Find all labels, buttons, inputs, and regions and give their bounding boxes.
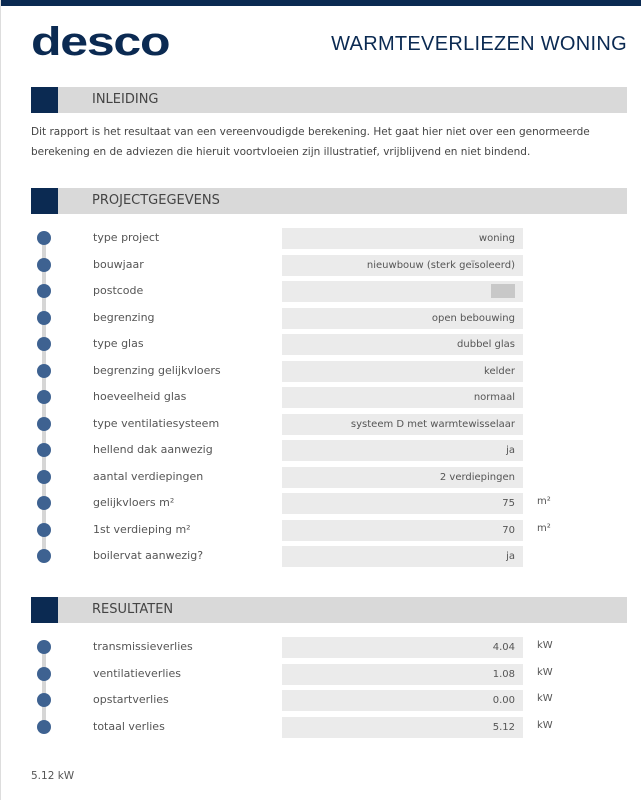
value-text: woning: [478, 233, 515, 244]
timeline-dot-icon: [37, 231, 51, 245]
field-unit: kW: [537, 719, 553, 731]
value-text: 75: [502, 498, 515, 509]
timeline-dot-icon: [37, 549, 51, 563]
section-header-projectgegevens: [31, 188, 627, 214]
field-value: [282, 637, 523, 658]
list-item: [1, 414, 641, 435]
timeline-dot-icon: [37, 311, 51, 325]
timeline-dot-icon: [37, 364, 51, 378]
field-value: [282, 414, 523, 435]
list-item: [1, 664, 641, 685]
timeline-dot-icon: [37, 258, 51, 272]
field-label: postcode: [93, 284, 144, 297]
field-value: [282, 664, 523, 685]
field-label: hellend dak aanwezig: [93, 443, 213, 456]
field-value: [282, 467, 523, 488]
section-title: INLEIDING: [92, 92, 159, 107]
field-value: [282, 717, 523, 738]
field-value: [282, 228, 523, 249]
redacted-value: [491, 284, 515, 298]
value-text: kelder: [484, 365, 515, 377]
list-item: [1, 467, 641, 488]
field-unit: kW: [537, 640, 553, 651]
section-header-inleiding: [31, 87, 627, 113]
field-value: [282, 281, 523, 302]
timeline-dot-icon: [37, 417, 51, 431]
section-header-resultaten: [31, 597, 627, 623]
intro-text: Dit rapport is het resultaat van een vereenvoudigde berekening. Het gaat hier niet over een genormeerde berekening en de adviezen die hieruit voortvloeien zijn illustratief, vrijblijvend en niet bindend.: [31, 126, 590, 158]
total-footer: 5.12 kW: [31, 770, 75, 782]
value-text: normaal: [473, 392, 515, 403]
list-item: [1, 546, 641, 567]
section-title: RESULTATEN: [92, 602, 174, 617]
timeline-dot-icon: [37, 390, 51, 404]
timeline-dot-icon: [37, 720, 51, 734]
field-label: type glas: [93, 337, 144, 350]
field-unit: kW: [537, 666, 553, 678]
list-item: [1, 717, 641, 738]
page-title: WARMTEVERLIEZEN WONING: [331, 33, 627, 55]
list-item: [1, 228, 641, 249]
field-value: [282, 440, 523, 461]
section-marker: [31, 597, 58, 623]
field-unit: kW: [537, 693, 553, 704]
value-text: systeem D met warmtewisselaar: [350, 418, 515, 430]
list-item: [1, 281, 641, 302]
field-value: [282, 546, 523, 567]
field-label: begrenzing: [93, 310, 155, 324]
value-text: 4.04: [492, 642, 515, 653]
field-label: 1st verdieping m²: [93, 522, 191, 536]
value-text: ja: [506, 551, 515, 562]
field-value: [282, 334, 523, 355]
field-value: [282, 387, 523, 408]
field-label: totaal verlies: [93, 719, 165, 733]
section-marker: [31, 188, 58, 214]
timeline-dot-icon: [37, 470, 51, 484]
top-bar: [1, 0, 641, 6]
list-item: [1, 440, 641, 461]
field-unit: m²: [537, 522, 551, 534]
timeline-dot-icon: [37, 667, 51, 681]
field-label: type ventilatiesysteem: [93, 416, 220, 430]
list-item: [1, 308, 641, 329]
list-item: [1, 387, 641, 408]
section-title: PROJECTGEGEVENS: [92, 193, 220, 208]
timeline-dot-icon: [37, 523, 51, 537]
timeline-dot-icon: [37, 443, 51, 457]
timeline-dot-icon: [37, 640, 51, 654]
field-label: ventilatieverlies: [93, 666, 181, 680]
timeline-dot-icon: [37, 693, 51, 707]
list-item: [1, 493, 641, 514]
value-text: 0.00: [492, 695, 515, 706]
field-value: [282, 520, 523, 541]
field-label: type project: [93, 231, 160, 244]
list-item: [1, 520, 641, 541]
field-label: boilervat aanwezig?: [93, 549, 204, 562]
value-text: ja: [506, 445, 515, 456]
field-value: [282, 361, 523, 382]
field-label: hoeveelheid glas: [93, 390, 187, 403]
value-text: 2 verdiepingen: [439, 471, 515, 483]
field-value: [282, 493, 523, 514]
field-label: transmissieverlies: [93, 640, 193, 653]
value-text: open bebouwing: [431, 312, 515, 324]
section-marker: [31, 87, 58, 113]
timeline-dot-icon: [37, 337, 51, 351]
value-text: dubbel glas: [457, 339, 515, 350]
list-item: [1, 361, 641, 382]
field-label: opstartverlies: [93, 693, 169, 706]
value-text: 1.08: [492, 668, 515, 680]
field-value: [282, 690, 523, 711]
field-label: gelijkvloers m²: [93, 496, 175, 509]
value-text: 5.12: [492, 721, 515, 733]
field-value: [282, 308, 523, 329]
field-value: [282, 255, 523, 276]
value-text: nieuwbouw (sterk geïsoleerd): [366, 259, 515, 271]
timeline-line: [42, 647, 46, 727]
list-item: [1, 690, 641, 711]
list-item: [1, 334, 641, 355]
field-label: begrenzing gelijkvloers: [93, 363, 221, 377]
timeline-dot-icon: [37, 496, 51, 510]
field-unit: m²: [537, 496, 551, 507]
value-text: 70: [502, 524, 515, 536]
list-item: [1, 255, 641, 276]
desco-logo: desco: [31, 20, 170, 64]
timeline-dot-icon: [37, 284, 51, 298]
list-item: [1, 637, 641, 658]
field-label: aantal verdiepingen: [93, 469, 204, 483]
field-label: bouwjaar: [93, 257, 144, 271]
